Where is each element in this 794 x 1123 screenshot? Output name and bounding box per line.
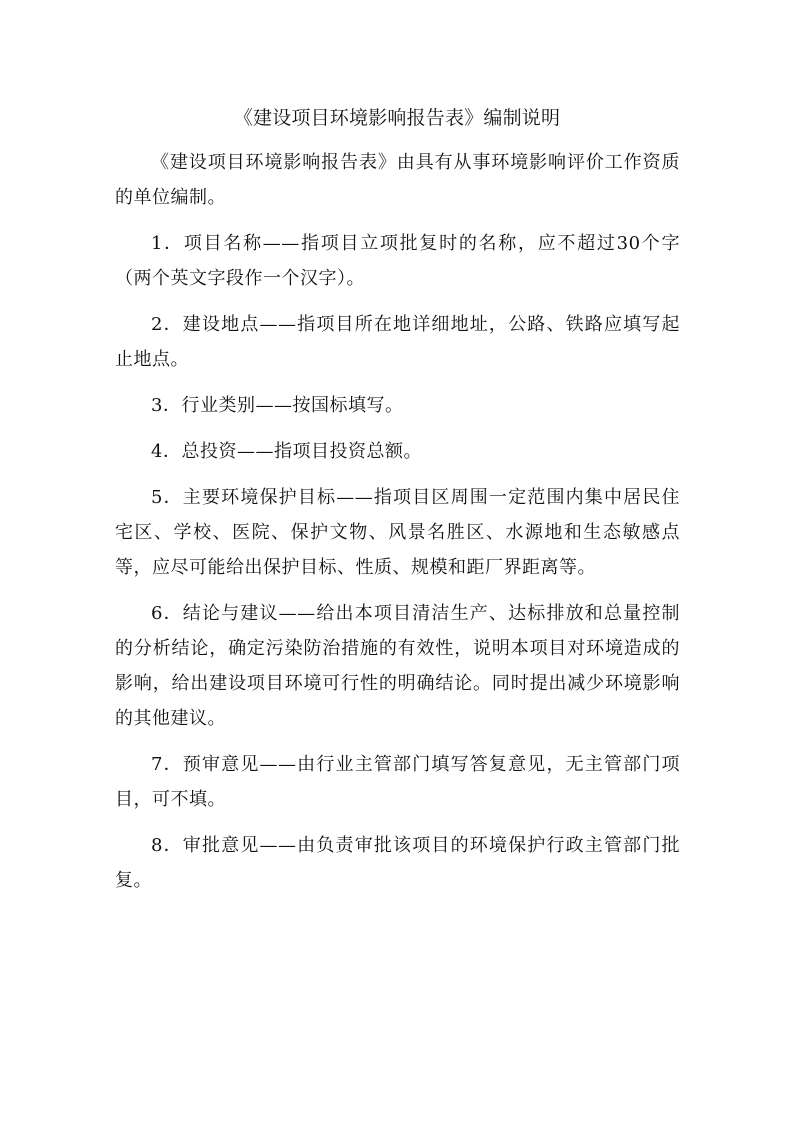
item-preliminary-review: 7．预审意见——由行业主管部门填写答复意见，无主管部门项目，可不填。 xyxy=(115,754,680,810)
item-approval-opinion: 8．审批意见——由负责审批该项目的环境保护行政主管部门批复。 xyxy=(115,835,680,891)
item-conclusions: 6．结论与建议——给出本项目清洁生产、达标排放和总量控制的分析结论，确定污染防治措施的有效性，说明本项目对环境造成的影响，给出建设项目环境可行性的明确结论。同时提出减少环境影响的其他建议。 xyxy=(115,603,680,729)
item-industry-category: 3．行业类别——按国标填写。 xyxy=(151,395,404,416)
document-body xyxy=(115,145,680,909)
item-protection-targets: 5．主要环境保护目标——指项目区周围一定范围内集中居民住宅区、学校、医院、保护文物、风景名胜区、水源地和生态敏感点等，应尽可能给出保护目标、性质、规模和距厂界距离等。 xyxy=(115,487,680,578)
item-project-name: 1．项目名称——指项目立项批复时的名称，应不超过30个字（两个英文字段作一个汉字）。 xyxy=(115,233,680,289)
item-construction-site: 2．建设地点——指项目所在地详细地址，公路、铁路应填写起止地点。 xyxy=(115,314,680,370)
document-title: 《建设项目环境影响报告表》编制说明 xyxy=(233,107,561,129)
item-total-investment: 4．总投资——指项目投资总额。 xyxy=(151,441,422,462)
intro-paragraph: 《建设项目环境影响报告表》由具有从事环境影响评价工作资质的单位编制。 xyxy=(115,152,680,208)
